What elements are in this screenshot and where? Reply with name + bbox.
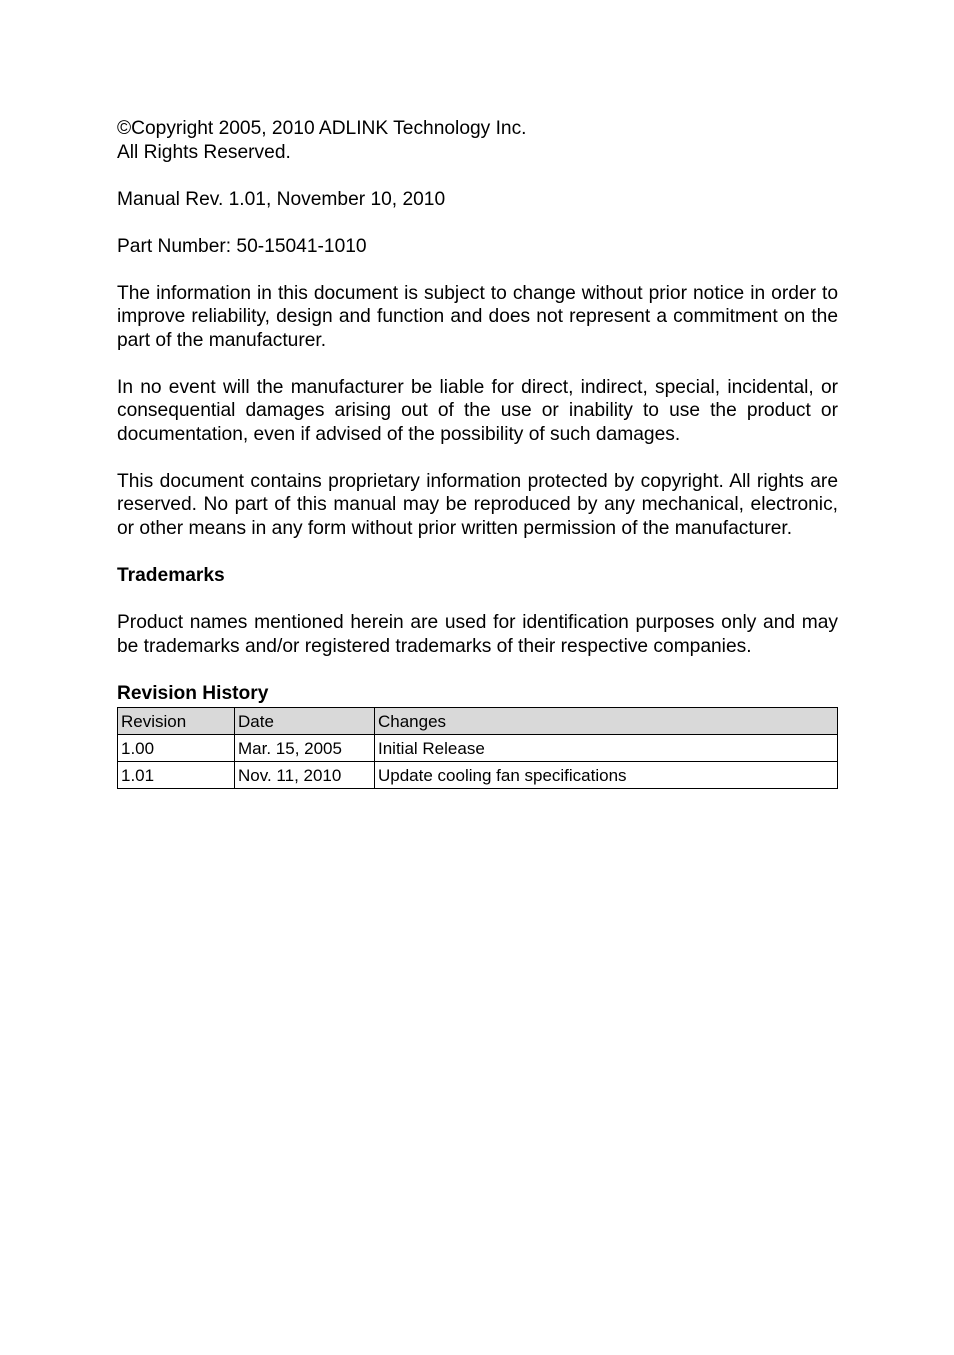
table-row <box>118 735 838 762</box>
rights-reserved-line: All Rights Reserved. <box>117 141 291 163</box>
date-cell: Mar. 15, 2005 <box>235 735 375 762</box>
table-row <box>118 762 838 789</box>
revision-cell: 1.00 <box>118 735 235 762</box>
column-header-changes: Changes <box>375 708 838 735</box>
changes-cell: Initial Release <box>375 735 838 762</box>
table-header-row <box>118 708 838 735</box>
column-header-revision: Revision <box>118 708 235 735</box>
revision-history-heading: Revision History <box>117 682 269 704</box>
disclaimer-paragraph-copyright: This document contains proprietary information protected by copyright. All rights are reserved. No part of this manual may be reproduced by any mechanical, electronic, or other means in any form without prior written permission of the manufacturer. <box>117 470 838 540</box>
trademarks-heading: Trademarks <box>117 565 225 587</box>
part-number: Part Number: 50-15041-1010 <box>117 235 367 257</box>
revision-history-table <box>117 707 838 789</box>
trademarks-paragraph: Product names mentioned herein are used for identification purposes only and may be trademarks and/or registered trademarks of their respective companies. <box>117 612 838 657</box>
revision-cell: 1.01 <box>118 762 235 789</box>
disclaimer-paragraph-liability: In no event will the manufacturer be liable for direct, indirect, special, incidental, or consequential damages arising out of the use or inability to use the product or documentation, even if advised of the possibility of such damages. <box>117 376 838 445</box>
manual-revision: Manual Rev. 1.01, November 10, 2010 <box>117 188 446 210</box>
copyright-block <box>117 117 838 164</box>
document-page <box>117 117 838 789</box>
copyright-line: ©Copyright 2005, 2010 ADLINK Technology Inc. <box>117 118 527 139</box>
disclaimer-paragraph-change-notice: The information in this document is subject to change without prior notice in order to improve reliability, design and function and does not represent a commitment on the part of the manufacturer. <box>117 282 838 351</box>
date-cell: Nov. 11, 2010 <box>235 762 375 789</box>
changes-cell: Update cooling fan specifications <box>375 762 838 789</box>
column-header-date: Date <box>235 708 375 735</box>
